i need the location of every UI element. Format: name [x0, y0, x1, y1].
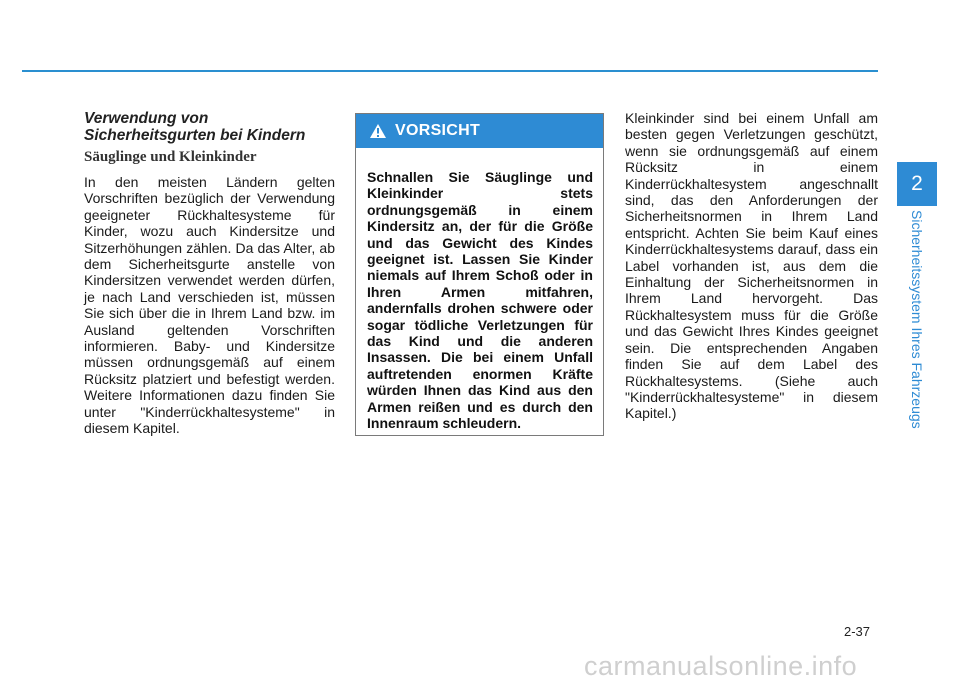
caution-header: [356, 114, 603, 148]
chapter-side-title: [898, 210, 936, 430]
chapter-title-text: Sicherheitssystem Ihres Fahrzeugs: [909, 210, 925, 429]
section-heading-line2: Sicherheitsgurten bei Kindern: [84, 127, 306, 144]
chapter-number-tab: 2: [897, 162, 937, 206]
right-column: [625, 110, 878, 422]
section-paragraph: In den meisten Ländern gelten Vorschriften bezüglich der Verwendung geeigneter Rückhaltesysteme für Kinder, wozu auch Kindersitze und Sitzerhöhungen zählen. Da das Alter, ab dem Sicherheitsgurte anstelle von Kindersitzen verwendet werden dürfen, je nach Land verschieden ist, müssen Sie sich über die in Ihrem Land bzw. im Ausland geltenden Vorschriften informieren. Baby- und Kindersitze müssen ordnungsgemäß auf einem Rücksitz platziert und befestigt werden. Weitere Informationen dazu finden Sie unter "Kinderrückhaltesysteme" in diesem Kapitel.: [84, 174, 335, 437]
watermark: carmanualsonline.info: [584, 651, 858, 681]
section-heading-line1: Verwendung von: [84, 110, 209, 127]
header-rule: [22, 70, 878, 72]
warning-triangle-icon: [369, 123, 387, 139]
caution-title: VORSICHT: [395, 122, 481, 139]
right-paragraph: Kleinkinder sind bei einem Unfall am besten gegen Verletzungen geschützt, wenn sie ordnungsgemäß auf einem Rücksitz in einem Kinderrückhaltesystem angeschnallt sind, das den Anforderungen der Sicherheitsnormen in Ihrem Land entspricht. Achten Sie beim Kauf eines Kinderrückhaltesystems darauf, dass ein Label vorhanden ist, aus dem die Einhaltung der Sicherheitsnormen in Ihrem Land hervorgeht. Das Rückhaltesystem muss für die Größe und das Gewicht Ihres Kindes geeignet sein. Die entsprechenden Angaben finden Sie auf dem Label des Rückhaltesystems. (Siehe auch "Kinderrückhaltesysteme" in diesem Kapitel.): [625, 110, 878, 422]
caution-text: Schnallen Sie Säuglinge und Kleinkinder stets ordnungsgemäß in einem Kindersitz an, der für die Größe und das Gewicht des Kindes geeignet ist. Lassen Sie Kinder niemals auf Ihrem Schoß oder in Ihren Armen mitfahren, andernfalls drohen schwere oder sogar tödliche Verletzungen für das Kind und die anderen Insassen. Die bei einem Unfall auftretenden enormen Kräfte würden Ihnen das Kind aus den Armen reißen und es durch den Innenraum schleudern.: [367, 169, 593, 432]
left-column: [84, 110, 335, 437]
section-subheading: Säuglinge und Kleinkinder: [84, 149, 257, 165]
caution-box: [355, 113, 604, 436]
section-heading: [84, 110, 335, 144]
page-number: 2-37: [844, 624, 871, 639]
